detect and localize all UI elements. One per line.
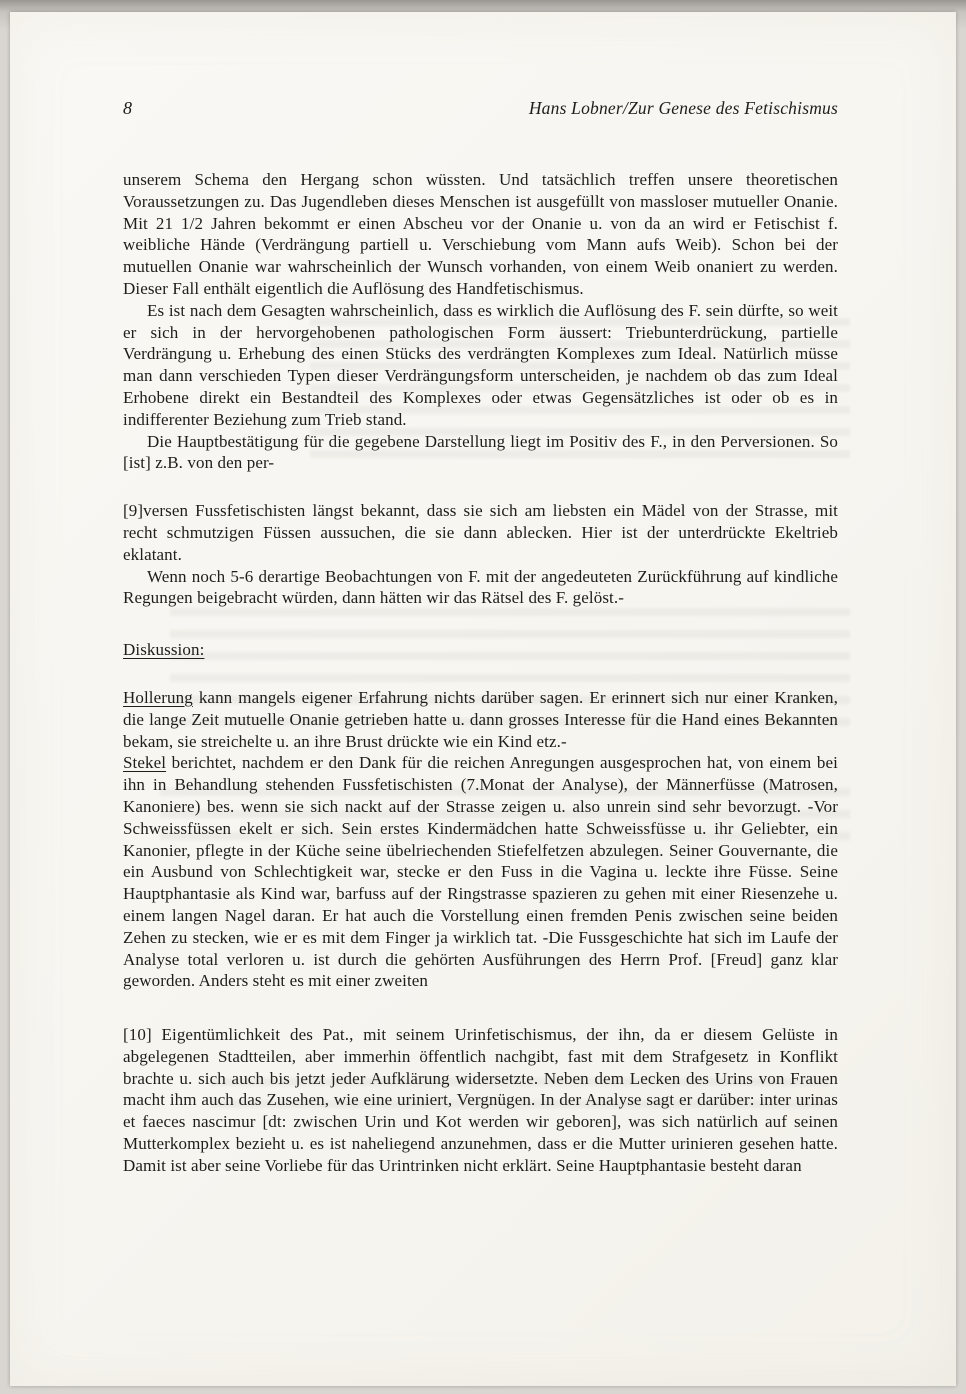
para-hauptbestatigung: Die Hauptbestätigung für die gegebene Darstellung liegt im Positiv des F., in den Perversionen. So [ist] z.B. von den per- <box>123 431 838 473</box>
para-hollerung-text: kann mangels eigener Erfahrung nichts darüber sagen. Er erinnert sich nur einer Kranken, die lange Zeit mutuelle Onanie getrieben hatte u. dann grosses Interesse für die Hand eines Bekannten bekam, sie streichelte u. an ihre Brust drückte wie ein Kind etz.- <box>123 687 838 751</box>
para-9-fussfetischisten: [9]versen Fussfetischisten längst bekannt, dass sie sich am liebsten ein Mädel von der Strasse, mit recht schmutzigen Füssen aussuchen, die sie dann ablecken. Hier ist der unterdrückte Ekeltrieb eklatant. <box>123 501 838 564</box>
para-stekel-text: berichtet, nachdem er den Dank für die reichen Anregungen ausgesprochen hat, von einem bei ihn in Behandlung stehenden Fussfetischisten (7.Monat der Analyse), der Männerfüsse (Matrosen, Kanoniere) bes. wenn sie sich nackt auf der Strasse zeigen u. also unrein sind sehr bevorzugt. -Vor Schweissfüssen ekelt er sich. Sein erstes Kindermädchen hatte Schweissfüsse u. ihr Geliebter, ein Kanonier, pflegte in der Küche seine übelriechenden Stiefelfetzen abzulegen. Seiner Gouvernante, die ein Ausbund von Schlechtigkeit war, stecke er den Fuss in die Vagina u. leckte ihre Füsse. Seine Hauptphantasie als Kind war, barfuss auf der Ringstrasse spazieren zu gehen mit einer Riesenzehe u. einem langen Nagel daran. Er hat auch die Vorstellung einen fremden Penis zwischen seine beiden Zehen zu stecken, wie er es mit dem Finger ja wirklich tat. -Die Fussgeschichte hat sich im Laufe der Analyse total verloren u. ist durch die gehörten Ausführungen des Herrn Prof. [Freud] ganz klar geworden. Anders steht es mit einer zweiten <box>123 753 838 991</box>
discussion-heading-label: Diskussion: <box>123 640 205 660</box>
speaker-name-stekel: Stekel <box>123 753 167 773</box>
page-body <box>123 169 838 1177</box>
para-10-urinfetischismus: [10] Eigentümlichkeit des Pat., mit seinem Urinfetischismus, der ihn, da er diesem Gelüste in abgelegenen Stadtteilen, aber immerhin öffentlich nachgibt, fast mit dem Strafgesetz in Konflikt brachte u. sich auch bis jetzt jeder Aufklärung widersetzte. Neben dem Lecken des Urins von Frauen macht ihm auch das Zusehen, wie eine uriniert, Vergnügen. In der Analyse sagt er darüber: inter urinas et faeces nascimur [dt: zwischen Urin und Kot werden wir geboren], was sich natürlich auf seinen Mutterkomplex bezieht u. es ist naheliegend anzunehmen, dass er die Mutter urinieren gesehen hatte. Damit ist aber seine Vorliebe für das Urintrinken nicht erklärt. Seine Hauptphantasie besteht daran <box>123 1025 838 1175</box>
document-page <box>10 12 956 1386</box>
page-content-area <box>123 12 838 1177</box>
running-title: Hans Lobner/Zur Genese des Fetischismus <box>528 98 838 118</box>
speaker-name-hollerung: Hollerung <box>123 687 193 707</box>
para-auflosung: Es ist nach dem Gesagten wahrscheinlich, dass es wirklich die Auflösung des F. sein dürfte, so weit er sich in der hervorgehobenen pathologischen Form äussert: Triebunterdrückung, partielle Verdrängung u. Erhebung des einen Stücks des verdrängten Komplexes zum Ideal. Natürlich müsse man dann verschieden Typen dieser Verdrängungsform unterscheiden, je nachdem ob das zum Ideal Erhobene direkt ein Bestandteil des Komplexes oder etwas Gegensätzliches ist oder ob es in indifferenter Beziehung zum Trieb stand. <box>123 300 838 429</box>
para-opening-continuation: unserem Schema den Hergang schon wüssten. Und tatsächlich treffen unsere theoretischen Voraussetzungen zu. Das Jugendleben dieses Menschen ist ausgefüllt von massloser mutueller Onanie. Mit 21 1/2 Jahren bekommt er einen Abscheu vor der Onanie u. von da an wird er Fetischist f. weibliche Hände (Verdrängung partiell u. Verschiebung vom Mann aufs Weib). Schon bei der mutuellen Onanie war wahrscheinlich der Wunsch vorhanden, von einem Weib onaniert zu werden. Dieser Fall enthält eigentlich die Auflösung des Handfetischismus. <box>123 170 838 298</box>
page-number: 8 <box>123 98 132 118</box>
para-stekel <box>123 752 838 992</box>
discussion-heading <box>123 639 838 661</box>
running-header <box>123 98 838 119</box>
para-wenn-noch: Wenn noch 5-6 derartige Beobachtungen von F. mit der angedeuteten Zurückführung auf kindliche Regungen beigebracht würden, dann hätten wir das Rätsel des F. gelöst.- <box>123 566 838 608</box>
para-hollerung <box>123 687 838 752</box>
